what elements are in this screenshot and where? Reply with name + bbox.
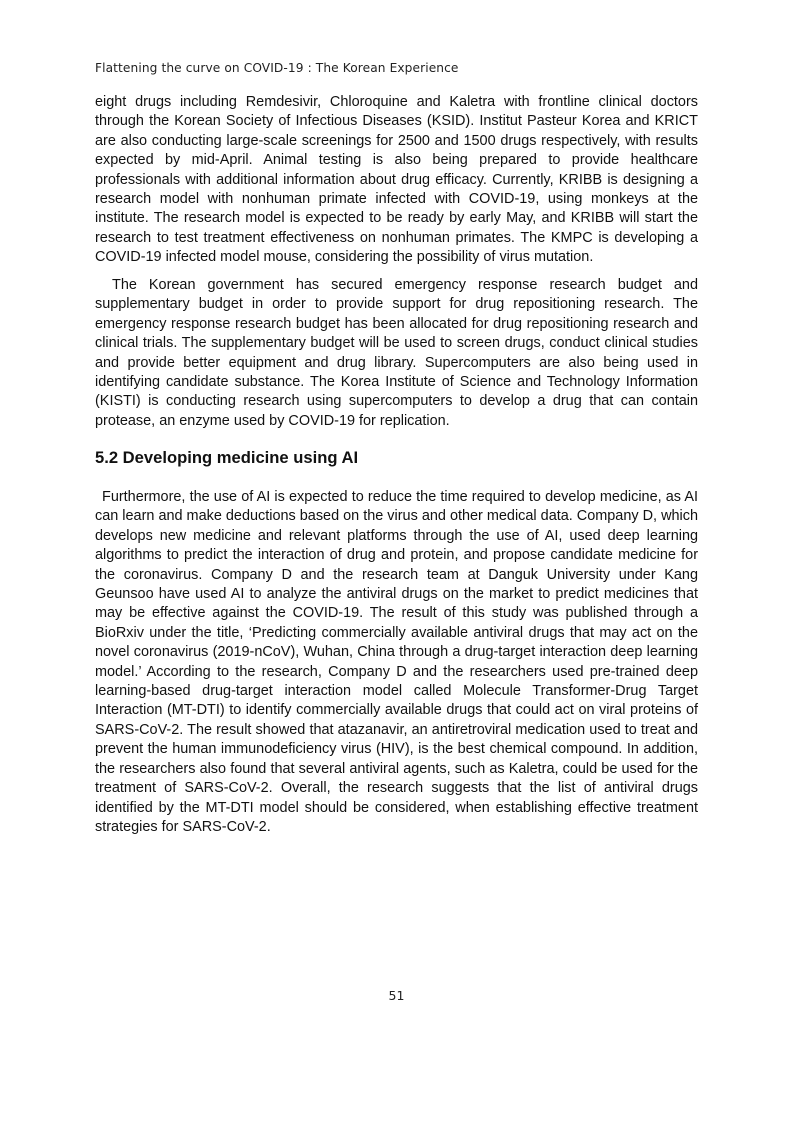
body-paragraph-2-text: The Korean government has secured emergency response research budget and supplementary budget in order to provide support for drug repositioning research. The emergency response research budget has been allocated for drug repositioning research and clinical trials. The supplementary budget will be used to screen drugs, conduct clinical studies and provide better equipment and drug library. Supercomputers are also being used in identifying candidate substance. The Korea Institute of Science and Technology Information (KISTI) is conducting research using supercomputers to develop a drug that can contain protease, an enzyme used by COVID-19 for replication. — [95, 277, 698, 429]
body-paragraph-3-text: Furthermore, the use of AI is expected to reduce the time required to develop medicine, as AI can learn and make deductions based on the virus and other medical data. Company D, which develops new medicine and relevant platforms through the use of AI, used deep learning algorithms to predict the interaction of drug and protein, and propose candidate medicine for the coronavirus. Company D and the research team at Danguk University under Kang Geunsoo have used AI to analyze the antiviral drugs on the market to predict medicines that may be effective against the COVID-19. The result of this study was published through a BioRxiv under the title, ‘Predicting commercially available antiviral drugs that may act on the novel coronavirus (2019-nCoV), Wuhan, China through a drug-target interaction deep learning model.’ According to the research, Company D and the researchers used pre-trained deep learning-based drug-target interaction model called Molecule Transformer-Drug Target Interaction (MT-DTI) to identify commercially available drugs that could act on viral proteins of SARS-CoV-2. The result showed that atazanavir, an antiretroviral medication used to treat and prevent the human immunodeficiency virus (HIV), is the best chemical compound. In addition, the researchers also found that several antiviral agents, such as Kaletra, could be used for the treatment of SARS-CoV-2. Overall, the research suggests that the list of antiviral drugs identified by the MT-DTI model should be considered, when establishing effective treatment strategies for SARS-CoV-2. — [95, 489, 698, 835]
page-number: 51 — [388, 988, 405, 1003]
body-paragraph-2 — [95, 276, 698, 431]
body-paragraph-1: eight drugs including Remdesivir, Chloroquine and Kaletra with frontline clinical doctors through the Korean Society of Infectious Diseases (KSID). Institut Pasteur Korea and KRICT are also conducting large-scale screenings for 2500 and 1500 drugs respectively, with results expected by mid-April. Animal testing is also being prepared to provide healthcare professionals with additional information about drug efficacy. Currently, KRIBB is designing a research model with nonhuman primate infected with COVID-19, using monkeys at the institute. The research model is expected to be ready by early May, and KRIBB will start the research to test treatment effectiveness on nonhuman primates. The KMPC is developing a COVID-19 infected model mouse, considering the possibility of virus mutation. — [95, 94, 698, 266]
running-header: Flattening the curve on COVID-19 : The Korean Experience — [95, 61, 459, 75]
body-paragraph-3 — [95, 488, 698, 837]
section-heading: 5.2 Developing medicine using AI — [95, 448, 359, 467]
